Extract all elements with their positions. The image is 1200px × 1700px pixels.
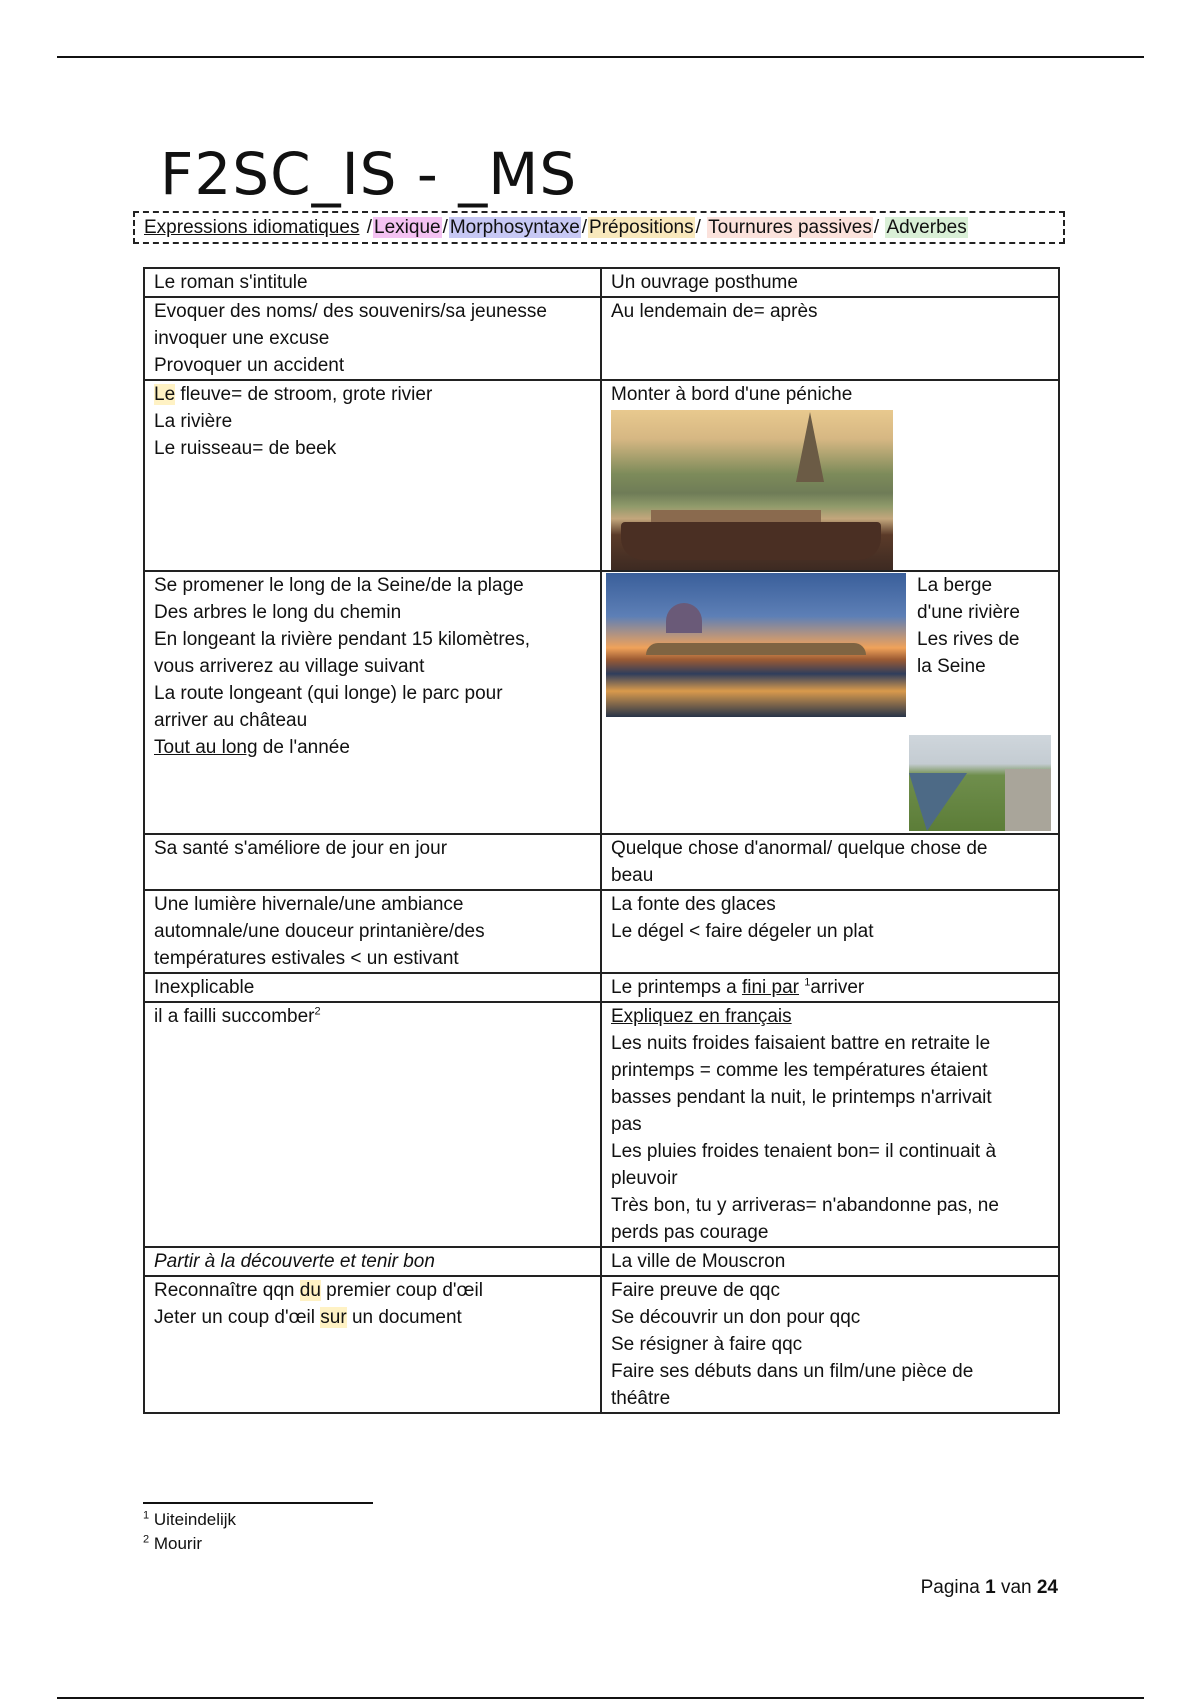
category-legend xyxy=(133,211,1065,244)
table-cell xyxy=(601,973,1059,1002)
table-row xyxy=(144,973,1059,1002)
barge-eiffel-photo xyxy=(611,410,893,570)
cell-text: Sa santé s'améliore de jour en jour xyxy=(154,838,448,859)
footnote-text: Mourir xyxy=(153,1534,203,1553)
section-heading: Expliquez en français xyxy=(611,1006,792,1027)
legend-adverbes: Adverbes xyxy=(886,217,967,238)
cell-text: Quelque chose d'anormal/ quelque chose de xyxy=(611,838,988,859)
footer-rule xyxy=(57,1697,1144,1699)
cell-text: La berge xyxy=(917,575,993,596)
cell-text: il a failli succomber xyxy=(154,1006,315,1027)
cell-text: Inexplicable xyxy=(154,977,255,998)
cell-text: Une lumière hivernale/une ambiance xyxy=(154,894,464,915)
footnote-text: Uiteindelijk xyxy=(153,1510,237,1529)
cell-text: vous arriverez au village suivant xyxy=(154,656,425,677)
cell-text: Monter à bord d'une péniche xyxy=(611,384,853,405)
cell-text: premier coup d'œil xyxy=(320,1280,483,1301)
table-row xyxy=(144,571,1059,834)
cell-text: Des arbres le long du chemin xyxy=(154,602,402,623)
cell-text: Provoquer un accident xyxy=(154,355,345,376)
cell-text xyxy=(154,1003,591,1030)
table-cell xyxy=(144,1002,601,1247)
table-row xyxy=(144,297,1059,380)
cell-text: théâtre xyxy=(611,1388,671,1409)
table-cell xyxy=(144,268,601,297)
cell-text: arriver au château xyxy=(154,710,308,731)
cell-text: Un ouvrage posthume xyxy=(611,272,798,293)
cell-text: La rivière xyxy=(154,411,233,432)
cell-text: arriver xyxy=(810,977,865,998)
cell-text: Reconnaître qqn xyxy=(154,1280,300,1301)
table-cell xyxy=(601,268,1059,297)
cell-text: La fonte des glaces xyxy=(611,894,776,915)
table-cell xyxy=(144,1276,601,1413)
cell-text xyxy=(154,1277,591,1304)
cell-text: pas xyxy=(611,1114,642,1135)
page-label: Pagina xyxy=(920,1577,980,1598)
cell-text: automnale/une douceur printanière/des xyxy=(154,921,485,942)
cell-text: Les nuits froides faisaient battre en retraite le xyxy=(611,1033,991,1054)
cell-text: Jeter un coup d'œil xyxy=(154,1307,321,1328)
table-row xyxy=(144,268,1059,297)
table-row xyxy=(144,1002,1059,1247)
highlight-word: sur xyxy=(320,1307,347,1328)
cell-text: d'une rivière xyxy=(917,602,1020,623)
footnote-rule xyxy=(143,1502,373,1504)
cell-text: Evoquer des noms/ des souvenirs/sa jeunesse xyxy=(154,301,547,322)
table-cell xyxy=(144,1247,601,1276)
legend-morphosyntaxe: Morphosyntaxe xyxy=(449,217,580,238)
highlight-word: du xyxy=(299,1280,321,1301)
table-cell xyxy=(144,834,601,890)
page-separator: van xyxy=(1000,1577,1032,1598)
table-cell xyxy=(601,380,1059,571)
cell-text: Se découvrir un don pour qqc xyxy=(611,1307,861,1328)
cell-text xyxy=(611,974,1049,1001)
cell-text: Le dégel < faire dégeler un plat xyxy=(611,921,874,942)
underlined-text: fini par xyxy=(741,977,799,998)
cell-text: printemps = comme les températures étaient xyxy=(611,1060,988,1081)
cell-text xyxy=(154,734,591,761)
cell-text: Le ruisseau= de beek xyxy=(154,438,337,459)
cell-text: la Seine xyxy=(917,656,986,677)
footnote xyxy=(143,1508,236,1532)
cell-text: La route longeant (qui longe) le parc pour xyxy=(154,683,503,704)
table-row xyxy=(144,834,1059,890)
footnotes xyxy=(143,1508,236,1556)
document-title: F2SC_IS - _MS xyxy=(160,140,578,208)
table-cell xyxy=(601,1002,1059,1247)
cell-text: basses pendant la nuit, le printemps n'arrivait xyxy=(611,1087,992,1108)
table-cell xyxy=(601,890,1059,973)
cell-text: perds pas courage xyxy=(611,1222,769,1243)
legend-tournures-passives: Tournures passives xyxy=(708,217,872,238)
cell-text: beau xyxy=(611,865,654,886)
page-current: 1 xyxy=(985,1577,996,1598)
footnote-ref[interactable]: 2 xyxy=(314,1005,321,1018)
cell-text: Les rives de xyxy=(917,629,1020,650)
header-rule xyxy=(57,56,1144,58)
cell-text: Les pluies froides tenaient bon= il continuait à xyxy=(611,1141,997,1162)
highlight-word: Le xyxy=(154,384,176,405)
cell-text: Faire preuve de qqc xyxy=(611,1280,780,1301)
seine-night-photo xyxy=(606,573,906,717)
cell-text: Très bon, tu y arriveras= n'abandonne pas, ne xyxy=(611,1195,999,1216)
table-cell xyxy=(144,297,601,380)
vocabulary-table xyxy=(143,267,1060,1414)
legend-expressions: Expressions idiomatiques xyxy=(144,217,360,238)
table-cell xyxy=(601,834,1059,890)
legend-separator: / xyxy=(361,217,373,238)
legend-lexique: Lexique xyxy=(374,217,441,238)
cell-text: invoquer une excuse xyxy=(154,328,330,349)
berge-text xyxy=(917,572,1047,680)
underlined-text: Tout au long xyxy=(154,737,258,758)
table-cell xyxy=(601,1247,1059,1276)
cell-text: Faire ses débuts dans un film/une pièce de xyxy=(611,1361,974,1382)
cell-text: Se résigner à faire qqc xyxy=(611,1334,803,1355)
cell-text: fleuve= de stroom, grote rivier xyxy=(175,384,433,405)
cell-text: températures estivales < un estivant xyxy=(154,948,459,969)
table-cell xyxy=(601,297,1059,380)
legend-separator: / xyxy=(695,217,707,238)
cell-text: un document xyxy=(346,1307,462,1328)
table-cell xyxy=(601,1276,1059,1413)
page-number xyxy=(921,1577,1058,1599)
cell-text: Le printemps a xyxy=(611,977,742,998)
table-cell xyxy=(144,571,601,834)
table-row xyxy=(144,890,1059,973)
table-row xyxy=(144,380,1059,571)
legend-separator: / xyxy=(442,217,448,238)
table-cell xyxy=(144,380,601,571)
cell-text: Partir à la découverte et tenir bon xyxy=(154,1251,435,1272)
table-cell xyxy=(144,973,601,1002)
footnote-number: 1 xyxy=(143,1509,150,1522)
table-row xyxy=(144,1247,1059,1276)
footnote-ref[interactable]: 1 xyxy=(804,976,811,989)
legend-separator: / xyxy=(873,217,885,238)
cell-text: En longeant la rivière pendant 15 kilomètres, xyxy=(154,629,531,650)
cell-text xyxy=(154,1304,591,1331)
canal-photo xyxy=(909,735,1051,831)
footnote-number: 2 xyxy=(143,1533,150,1546)
cell-text: de l'année xyxy=(257,737,350,758)
cell-text: Le roman s'intitule xyxy=(154,272,308,293)
table-row xyxy=(144,1276,1059,1413)
page-total: 24 xyxy=(1036,1577,1058,1598)
cell-text: Se promener le long de la Seine/de la plage xyxy=(154,575,524,596)
legend-prepositions: Prépositions xyxy=(589,217,694,238)
table-cell xyxy=(601,571,1059,834)
cell-text xyxy=(154,381,591,408)
table-cell xyxy=(144,890,601,973)
cell-text: pleuvoir xyxy=(611,1168,678,1189)
cell-text: Au lendemain de= après xyxy=(611,301,818,322)
footnote xyxy=(143,1532,236,1556)
legend-separator: / xyxy=(581,217,588,238)
cell-text: La ville de Mouscron xyxy=(611,1251,786,1272)
